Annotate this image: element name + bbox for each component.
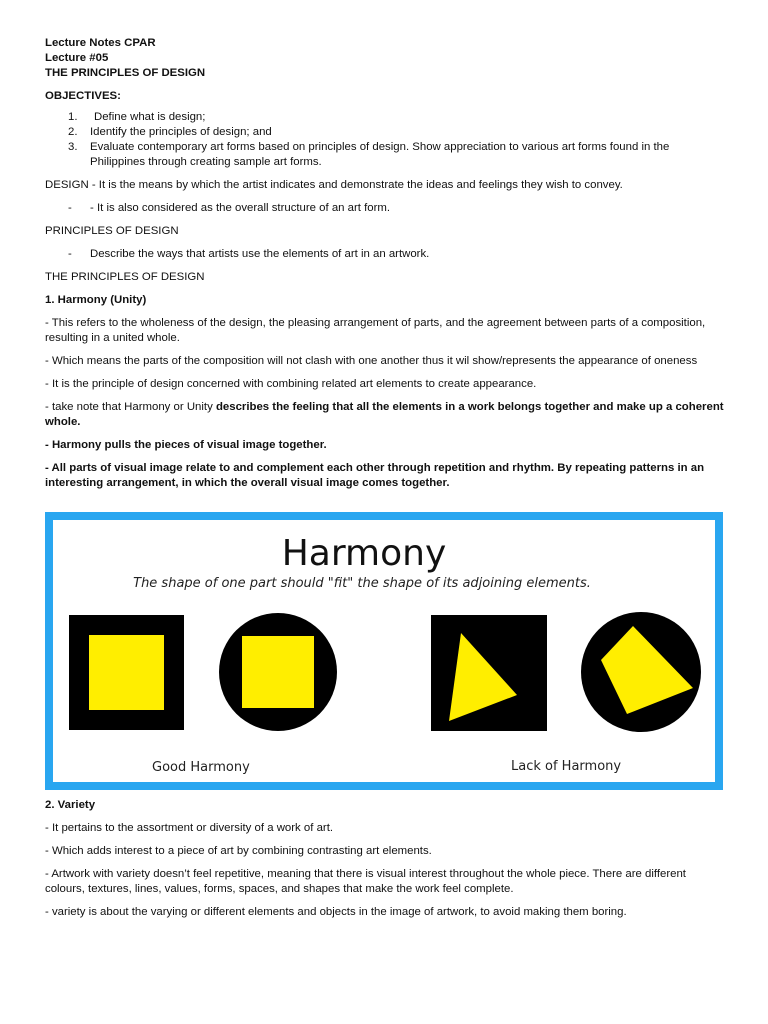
caption-good-harmony: Good Harmony (152, 760, 250, 775)
black-square-shape (431, 615, 547, 731)
figure-title: Harmony (281, 533, 447, 574)
objective-item (45, 110, 725, 125)
yellow-quad-shape (581, 612, 701, 732)
objective-item (45, 125, 725, 140)
harmony-paragraph: - Harmony pulls the pieces of visual image together. (45, 439, 327, 451)
objective-number: 3. (68, 141, 78, 153)
design-definition: DESIGN - It is the means by which the artist indicates and demonstrate the ideas and feelings they wish to convey. (45, 179, 623, 191)
harmony-figure (45, 512, 723, 790)
variety-paragraph: - Artwork with variety doesn’t feel repetitive, meaning that there is visual interest throughout the whole piece. There are different colours, textures, lines, values, forms, spaces, and shapes that make the work feel complete. (45, 868, 686, 895)
harmony-paragraph (45, 400, 725, 430)
objective-text: Evaluate contemporary art forms based on principles of design. Show appreciation to various art forms found in the Philippines through creating sample art forms. (90, 141, 670, 168)
harmony-paragraph: - Which means the parts of the composition will not clash with one another thus it wil show/represents the appearance of oneness (45, 355, 698, 367)
lecture-number: Lecture #05 (45, 52, 109, 64)
yellow-triangle-shape (431, 615, 547, 731)
objective-item (45, 140, 725, 170)
variety-paragraph: - Which adds interest to a piece of art by combining contrasting art elements. (45, 845, 432, 857)
course-title: Lecture Notes CPAR (45, 37, 156, 49)
harmony-bold-text: describes the feeling that all the elements in a work belongs together and make up a coherent whole. (45, 401, 724, 428)
design-bullet (45, 201, 725, 216)
document-body (45, 36, 725, 491)
black-square-shape (69, 615, 184, 730)
principles-bullet-text: Describe the ways that artists use the elements of art in an artwork. (90, 248, 430, 260)
harmony-paragraph: - It is the principle of design concerned with combining related art elements to create appearance. (45, 378, 537, 390)
principles-bullet (45, 247, 725, 262)
principles-heading-2: THE PRINCIPLES OF DESIGN (45, 271, 205, 283)
black-circle-shape (219, 613, 337, 731)
figure-subtitle: The shape of one part should "fit" the shape of its adjoining elements. (133, 576, 591, 591)
objective-text: Define what is design; (94, 111, 206, 123)
variety-paragraph: - It pertains to the assortment or diversity of a work of art. (45, 822, 334, 834)
yellow-square-shape (89, 635, 164, 710)
principles-heading: PRINCIPLES OF DESIGN (45, 225, 179, 237)
bullet-dash: - (68, 248, 72, 260)
variety-heading: 2. Variety (45, 799, 96, 811)
objective-number: 2. (68, 126, 78, 138)
document-body-continued (45, 798, 725, 920)
lecture-title: THE PRINCIPLES OF DESIGN (45, 67, 206, 79)
caption-lack-of-harmony: Lack of Harmony (511, 759, 622, 774)
bullet-dash: - (68, 202, 72, 214)
harmony-heading: 1. Harmony (Unity) (45, 294, 147, 306)
black-circle-shape (581, 612, 701, 732)
objective-text: Identify the principles of design; and (90, 126, 272, 138)
harmony-paragraph: - This refers to the wholeness of the design, the pleasing arrangement of parts, and the agreement between parts of a composition, resulting in a united whole. (45, 317, 706, 344)
variety-paragraph: - variety is about the varying or different elements and objects in the image of artwork, to avoid making them boring. (45, 906, 627, 918)
objective-number: 1. (68, 111, 78, 123)
yellow-square-shape (242, 636, 314, 708)
harmony-plain-text: - take note that Harmony or Unity (45, 401, 216, 413)
harmony-paragraph: - All parts of visual image relate to and complement each other through repetition and rhythm. By repeating patterns in an interesting arrangement, in which the overall visual image comes together. (45, 462, 705, 489)
design-bullet-text: - It is also considered as the overall structure of an art form. (90, 202, 391, 214)
objectives-heading: OBJECTIVES: (45, 90, 121, 102)
objectives-list (45, 110, 725, 170)
